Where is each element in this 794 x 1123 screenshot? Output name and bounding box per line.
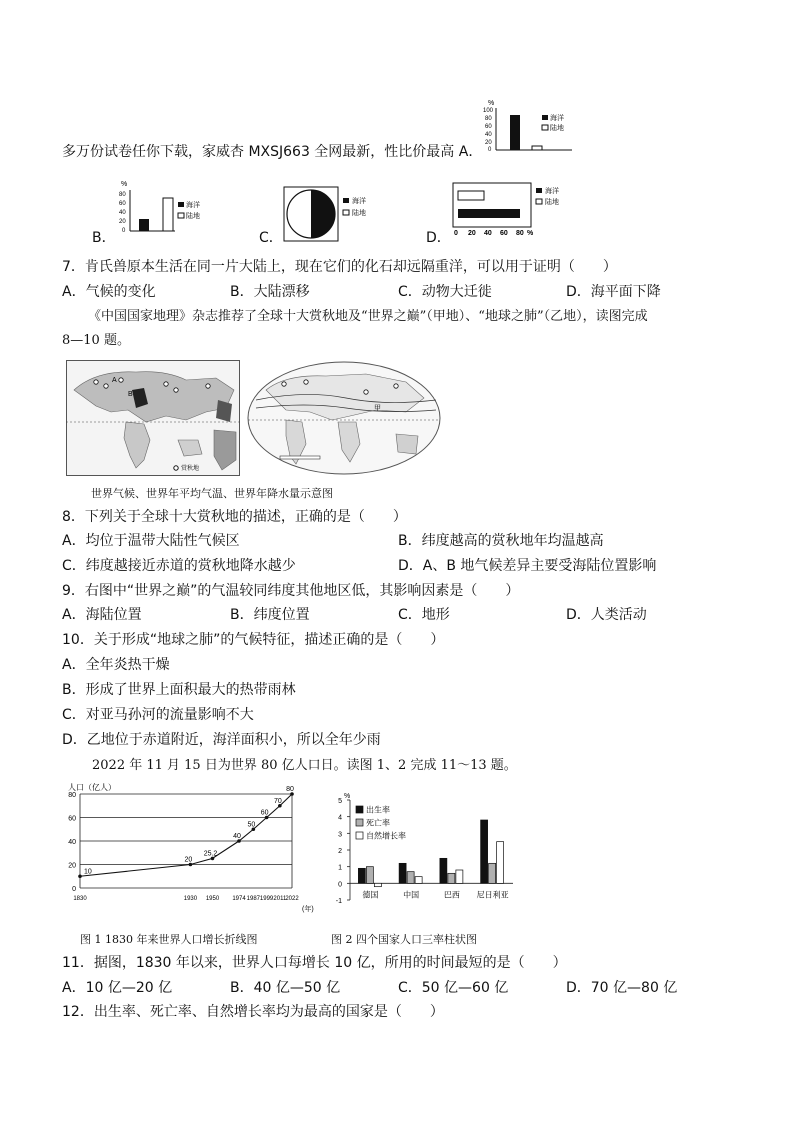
world-climate-map-right — [246, 360, 442, 476]
q8-option-c[interactable]: C．纬度越接近赤道的赏秋地降水越少 — [62, 558, 296, 574]
fig2-legend-swatch — [356, 819, 363, 826]
q9-stem: 9．右图中“世界之巅”的气温较同纬度其他地区低，其影响因素是（ ） — [62, 583, 520, 599]
map-label-jia: 甲 — [374, 405, 381, 412]
option-a-ocean-bar — [510, 115, 520, 150]
map-legend-label: 赏秋地 — [181, 466, 200, 472]
option-d-tick: 60 — [500, 230, 508, 237]
option-d-tick: 80 — [516, 230, 524, 237]
option-b-tick: 80 — [119, 192, 126, 198]
rates-bar-chart — [328, 790, 518, 915]
option-d-tick: 20 — [468, 230, 476, 237]
option-a-tick: 20 — [485, 140, 492, 146]
option-a-pct: % — [488, 100, 495, 107]
option-a-land-bar — [532, 146, 542, 150]
fig1-y-tick: 60 — [68, 815, 76, 823]
q7-option-c[interactable]: C．动物大迁徙 — [398, 284, 492, 300]
option-a-legend-ocean: 海洋 — [550, 115, 564, 122]
ad-text: 多万份试卷任你下载，家威杏 MXSJ663 全网最新，性比价最高 A． — [62, 144, 483, 160]
option-d-chart — [452, 182, 572, 240]
fig2-y-tick: 3 — [338, 831, 342, 839]
fig2-y-tick: -1 — [335, 898, 342, 905]
fig1-x-tick: 1987 — [246, 896, 261, 902]
q11-option-b[interactable]: B．40 亿—50 亿 — [230, 980, 341, 996]
fig1-data-label: 50 — [247, 821, 256, 829]
fig2-bar — [399, 863, 406, 883]
fig2-bar — [497, 842, 504, 884]
fig1-data-label: 10 — [84, 868, 92, 876]
fig2-legend-swatch — [356, 832, 363, 839]
q7-option-b[interactable]: B．大陆漂移 — [230, 284, 310, 300]
option-a-ticks — [483, 108, 494, 153]
option-a-chart — [482, 98, 582, 158]
fig1-x-tick: 2011 — [273, 896, 287, 902]
fig2-category-label: 中国 — [403, 890, 420, 900]
fig1-series-line — [80, 794, 292, 876]
option-c-legend-land: 陆地 — [352, 210, 366, 217]
option-a-tick: 60 — [485, 124, 492, 130]
fig2-bar — [358, 868, 365, 883]
q9-option-b[interactable]: B．纬度位置 — [230, 607, 310, 623]
q10-stem: 10．关于形成“地球之肺”的气候特征，描述正确的是（ ） — [62, 632, 445, 648]
fig1-y-tick: 80 — [68, 792, 76, 799]
q10-option-c[interactable]: C．对亚马孙河的流量影响不大 — [62, 707, 254, 723]
q9-option-c[interactable]: C．地形 — [398, 607, 450, 623]
option-b-label: B． — [92, 230, 116, 246]
q11-option-d[interactable]: D．70 亿—80 亿 — [566, 980, 678, 996]
fig2-bar — [415, 877, 422, 884]
map-label-a: A — [112, 377, 117, 384]
fig2-bar — [374, 883, 381, 886]
option-b-tick: 40 — [119, 210, 126, 216]
fig1-data-label: 40 — [233, 833, 241, 840]
fig2-y-tick: 5 — [338, 798, 342, 805]
fig1-y-tick: 20 — [68, 862, 76, 870]
option-b-tick: 20 — [119, 219, 126, 225]
option-d-tick: 40 — [484, 230, 492, 237]
passage-8-10-line2: 8—10 题。 — [62, 333, 130, 348]
fig2-y-tick: 2 — [338, 848, 342, 855]
fig1-data-label: 60 — [260, 809, 269, 817]
option-a-tick: 80 — [485, 116, 492, 122]
option-a-tick: 0 — [488, 147, 492, 153]
fig1-y-tick: 0 — [72, 886, 76, 893]
fig1-ylabel: 人口（亿人） — [68, 783, 116, 792]
q10-option-d[interactable]: D．乙地位于赤道附近，海洋面积小，所以全年少雨 — [62, 732, 381, 748]
q8-option-a[interactable]: A．均位于温带大陆性气候区 — [62, 533, 240, 549]
option-d-label: D． — [426, 230, 451, 246]
option-b-chart — [115, 178, 215, 240]
q7-option-d[interactable]: D．海平面下降 — [566, 284, 661, 300]
option-d-pct: % — [527, 230, 534, 237]
option-b-land-bar — [163, 198, 173, 231]
option-d-legend-land: 陆地 — [545, 199, 559, 206]
fig1-x-tick: 1999 — [259, 896, 274, 902]
option-c-label: C． — [259, 230, 283, 246]
population-line-chart — [62, 780, 322, 920]
fig1-x-tick: 2022 — [285, 896, 299, 902]
q7-option-a[interactable]: A．气候的变化 — [62, 284, 156, 300]
fig2-bar — [407, 872, 414, 884]
fig1-data-label: 80 — [286, 786, 294, 793]
fig2-y-tick: 4 — [338, 814, 342, 822]
q10-option-a[interactable]: A．全年炎热干燥 — [62, 657, 170, 673]
fig2-ylabel: % — [344, 793, 351, 800]
option-d-legend-ocean: 海洋 — [545, 188, 559, 195]
fig2-category-label: 巴西 — [443, 890, 460, 900]
option-a-tick: 40 — [485, 132, 492, 138]
q9-option-d[interactable]: D．人类活动 — [566, 607, 647, 623]
q8-option-d[interactable]: D．A、B 地气候差异主要受海陆位置影响 — [398, 558, 657, 574]
fig2-bar — [440, 858, 447, 883]
q10-option-b[interactable]: B．形成了世界上面积最大的热带雨林 — [62, 682, 296, 698]
option-d-tick: 0 — [454, 230, 458, 237]
option-a-tick: 100 — [483, 108, 494, 114]
q12-stem: 12．出生率、死亡率、自然增长率均为最高的国家是（ ） — [62, 1004, 444, 1020]
fig1-data-label: 25.2 — [203, 850, 218, 858]
option-b-pct: % — [121, 181, 128, 188]
fig1-data-label: 20 — [184, 856, 193, 864]
fig2-bar — [448, 873, 455, 883]
fig2-caption: 图 2 四个国家人口三率柱状图 — [331, 933, 477, 946]
option-d-land-bar — [458, 191, 484, 200]
fig2-legend-label: 出生率 — [366, 805, 390, 815]
option-b-legend-ocean: 海洋 — [186, 202, 200, 209]
fig1-xunit: (年) — [302, 906, 314, 913]
passage-8-10-line1: 《中国国家地理》杂志推荐了全球十大赏秋地及“世界之巅”（甲地）、“地球之肺”（乙地），读图完成 — [88, 309, 648, 324]
option-b-legend-land: 陆地 — [186, 213, 200, 220]
fig1-y-tick: 40 — [68, 839, 76, 846]
passage-11-13: 2022 年 11 月 15 日为世界 80 亿人口日。读图 1、2 完成 11～13 题。 — [92, 758, 517, 773]
option-c-chart — [283, 186, 395, 242]
q11-stem: 11．据图，1830 年以来，世界人口每增长 10 亿，所用的时间最短的是（ ） — [62, 955, 567, 971]
map-caption: 世界气候、世界年平均气温、世界年降水量示意图 — [91, 487, 333, 500]
option-c-legend-ocean: 海洋 — [352, 198, 366, 205]
fig2-legend-label: 自然增长率 — [366, 831, 406, 841]
option-d-ocean-bar — [458, 209, 520, 218]
fig2-y-tick: 1 — [338, 864, 342, 872]
map-legend-dot-icon — [174, 466, 178, 470]
fig1-data-label: 70 — [273, 797, 282, 805]
fig1-x-tick: 1950 — [205, 896, 220, 902]
q9-option-a[interactable]: A．海陆位置 — [62, 607, 142, 623]
fig1-x-tick: 1930 — [183, 896, 198, 902]
map-label-b: B — [128, 391, 133, 398]
fig1-x-tick: 1974 — [232, 896, 246, 902]
option-b-tick: 60 — [119, 201, 126, 207]
fig2-bar — [481, 820, 488, 883]
fig1-x-tick: 1830 — [73, 896, 87, 902]
fig2-category-label: 德国 — [362, 890, 379, 900]
q11-option-a[interactable]: A．10 亿—20 亿 — [62, 980, 173, 996]
world-climate-map-left — [66, 360, 240, 476]
q11-option-c[interactable]: C．50 亿—60 亿 — [398, 980, 509, 996]
q8-stem: 8．下列关于全球十大赏秋地的描述，正确的是（ ） — [62, 509, 407, 525]
fig2-category-label: 尼日利亚 — [476, 890, 509, 900]
fig2-legend-label: 死亡率 — [366, 818, 390, 828]
fig2-bar — [489, 863, 496, 883]
fig1-point — [78, 874, 82, 878]
option-b-ocean-bar — [139, 219, 149, 231]
option-a-legend-land: 陆地 — [550, 125, 564, 132]
fig1-caption: 图 1 1830 年来世界人口增长折线图 — [80, 933, 258, 946]
fig2-y-tick: 0 — [338, 881, 342, 889]
fig2-legend-swatch — [356, 806, 363, 813]
fig2-bar — [366, 867, 373, 884]
q7-stem: 7．肯氏兽原本生活在同一片大陆上，现在它们的化石却远隔重洋，可以用于证明（ ） — [62, 259, 617, 275]
fig2-bar — [456, 870, 463, 883]
q8-option-b[interactable]: B．纬度越高的赏秋地年均温越高 — [398, 533, 604, 549]
option-b-tick: 0 — [122, 228, 126, 234]
